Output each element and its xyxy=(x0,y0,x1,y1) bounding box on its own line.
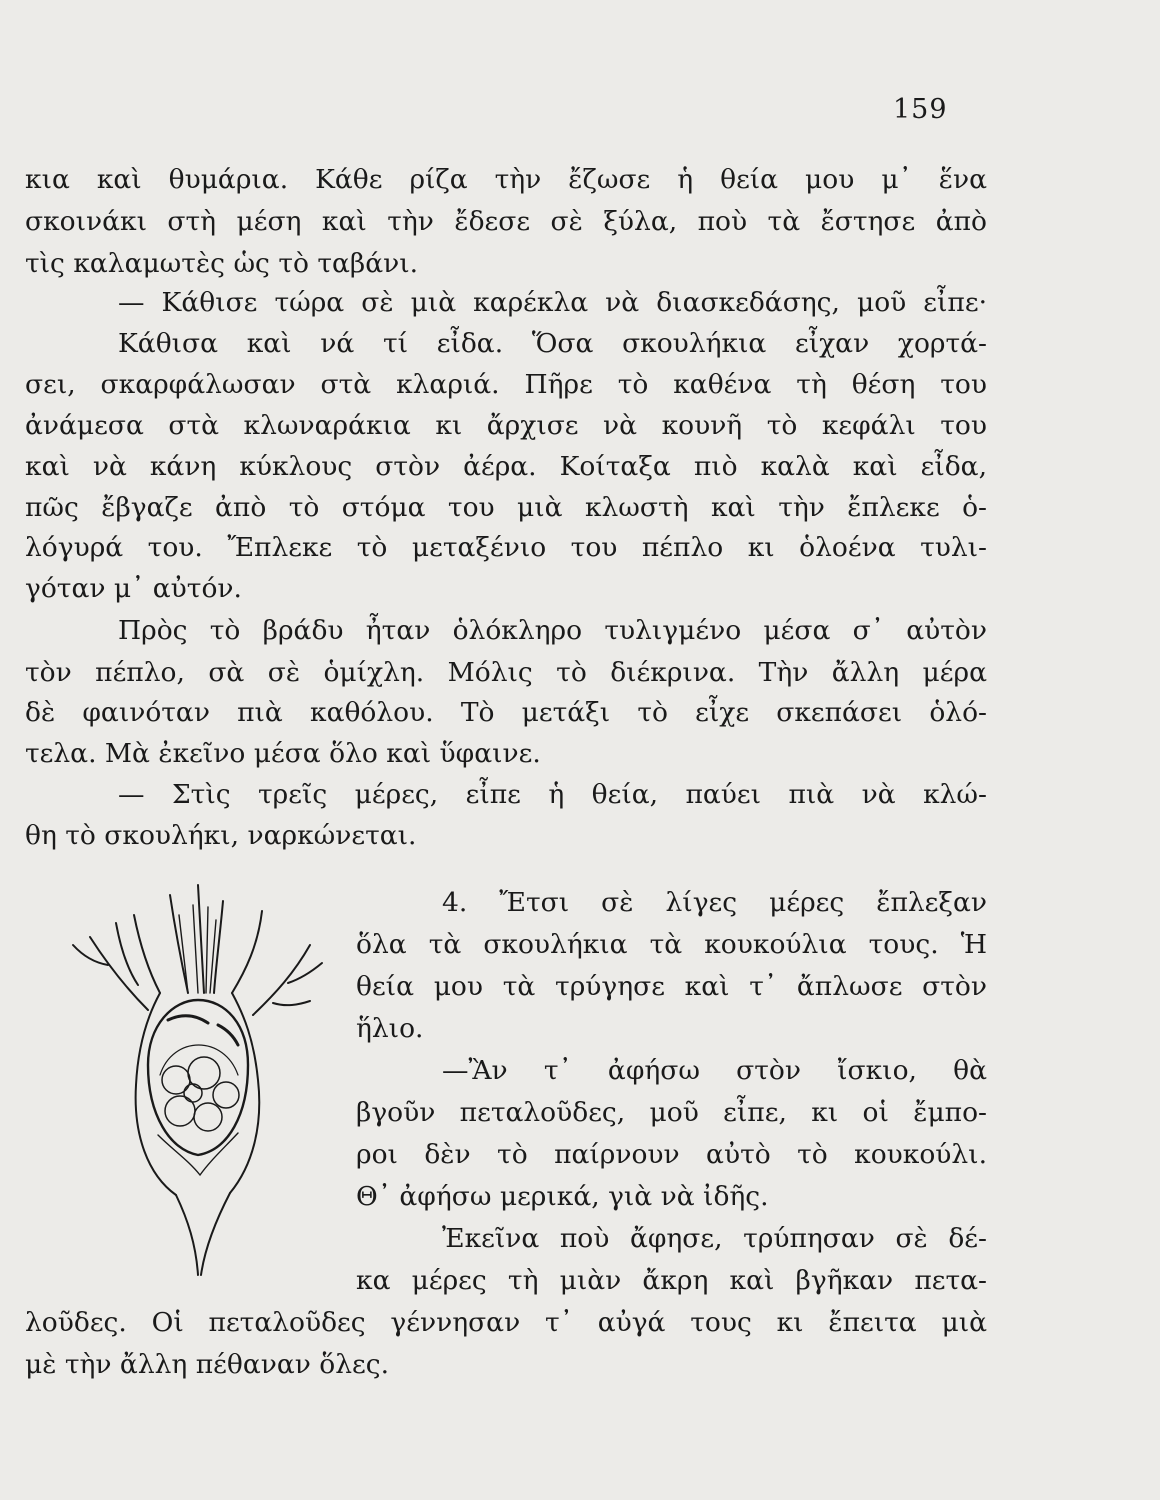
text-line: θη τὸ σκουλήκι, ναρκώνεται. xyxy=(25,820,417,851)
text-line: τὶς καλαμωτὲς ὡς τὸ ταβάνι. xyxy=(25,248,419,279)
text-line: 4. Ἔτσι σὲ λίγες μέρες ἔπλεξαν xyxy=(442,887,987,918)
text-line: βγοῦν πεταλοῦδες, μοῦ εἶπε, κι οἱ ἔμπο- xyxy=(356,1097,987,1128)
page-number: 159 xyxy=(893,94,948,125)
text-line: ροι δὲν τὸ παίρνουν αὐτὸ τὸ κουκούλι. xyxy=(356,1139,987,1170)
text-line: Θ᾿ ἀφήσω μερικά, γιὰ νὰ ἰδῆς. xyxy=(356,1181,769,1212)
text-line: ἀνάμεσα στὰ κλωναράκια κι ἄρχισε νὰ κουνῆ τὸ κεφάλι του xyxy=(25,410,987,441)
text-line: θεία μου τὰ τρύγησε καὶ τ᾿ ἄπλωσε στὸν xyxy=(356,971,987,1002)
text-line: ὅλα τὰ σκουλήκια τὰ κουκούλια τους. Ἡ xyxy=(356,929,987,960)
cocoon-illustration xyxy=(48,875,338,1285)
text-line: — Κάθισε τώρα σὲ μιὰ καρέκλα νὰ διασκεδάσης, μοῦ εἶπε· xyxy=(118,287,987,318)
text-line: — Στὶς τρεῖς μέρες, εἶπε ἡ θεία, παύει πιὰ νὰ κλώ- xyxy=(118,779,987,810)
text-line: λοῦδες. Οἱ πεταλοῦδες γέννησαν τ᾿ αὐγά τους κι ἔπειτα μιὰ xyxy=(25,1307,987,1338)
text-line: —Ἂν τ᾿ ἀφήσω στὸν ἴσκιο, θὰ xyxy=(442,1055,987,1086)
text-line: κα μέρες τὴ μιὰν ἄκρη καὶ βγῆκαν πετα- xyxy=(356,1265,987,1296)
text-line: Πρὸς τὸ βράδυ ἦταν ὁλόκληρο τυλιγμένο μέσα σ᾿ αὐτὸν xyxy=(118,615,987,646)
text-line: Ἐκεῖνα ποὺ ἄφησε, τρύπησαν σὲ δέ- xyxy=(442,1223,987,1254)
text-line: τὸν πέπλο, σὰ σὲ ὁμίχλη. Μόλις τὸ διέκρινα. Τὴν ἄλλη μέρα xyxy=(25,657,987,688)
text-line: γόταν μ᾿ αὐτόν. xyxy=(25,573,242,604)
text-line: σκοινάκι στὴ μέση καὶ τὴν ἔδεσε σὲ ξύλα, ποὺ τὰ ἔστησε ἀπὸ xyxy=(25,206,987,237)
text-line: πῶς ἔβγαζε ἀπὸ τὸ στόμα του μιὰ κλωστὴ καὶ τὴν ἔπλεκε ὁ- xyxy=(25,492,987,523)
text-line: καὶ νὰ κάνη κύκλους στὸν ἀέρα. Κοίταξα πιὸ καλὰ καὶ εἶδα, xyxy=(25,451,987,482)
text-line: μὲ τὴν ἄλλη πέθαναν ὅλες. xyxy=(25,1349,389,1380)
text-line: Κάθισα καὶ νά τί εἶδα. Ὅσα σκουλήκια εἶχαν χορτά- xyxy=(118,328,987,359)
text-line: σει, σκαρφάλωσαν στὰ κλαριά. Πῆρε τὸ καθένα τὴ θέση του xyxy=(25,369,987,400)
text-line: δὲ φαινόταν πιὰ καθόλου. Τὸ μετάξι τὸ εἶχε σκεπάσει ὁλό- xyxy=(25,697,987,728)
text-line: τελα. Μὰ ἐκεῖνο μέσα ὅλο καὶ ὕφαινε. xyxy=(25,738,541,769)
text-line: κια καὶ θυμάρια. Κάθε ρίζα τὴν ἔζωσε ἡ θεία μου μ᾿ ἕνα xyxy=(25,164,987,195)
text-line: ἥλιο. xyxy=(356,1013,424,1044)
text-line: λόγυρά του. Ἔπλεκε τὸ μεταξένιο του πέπλο κι ὁλοένα τυλι- xyxy=(25,532,987,563)
